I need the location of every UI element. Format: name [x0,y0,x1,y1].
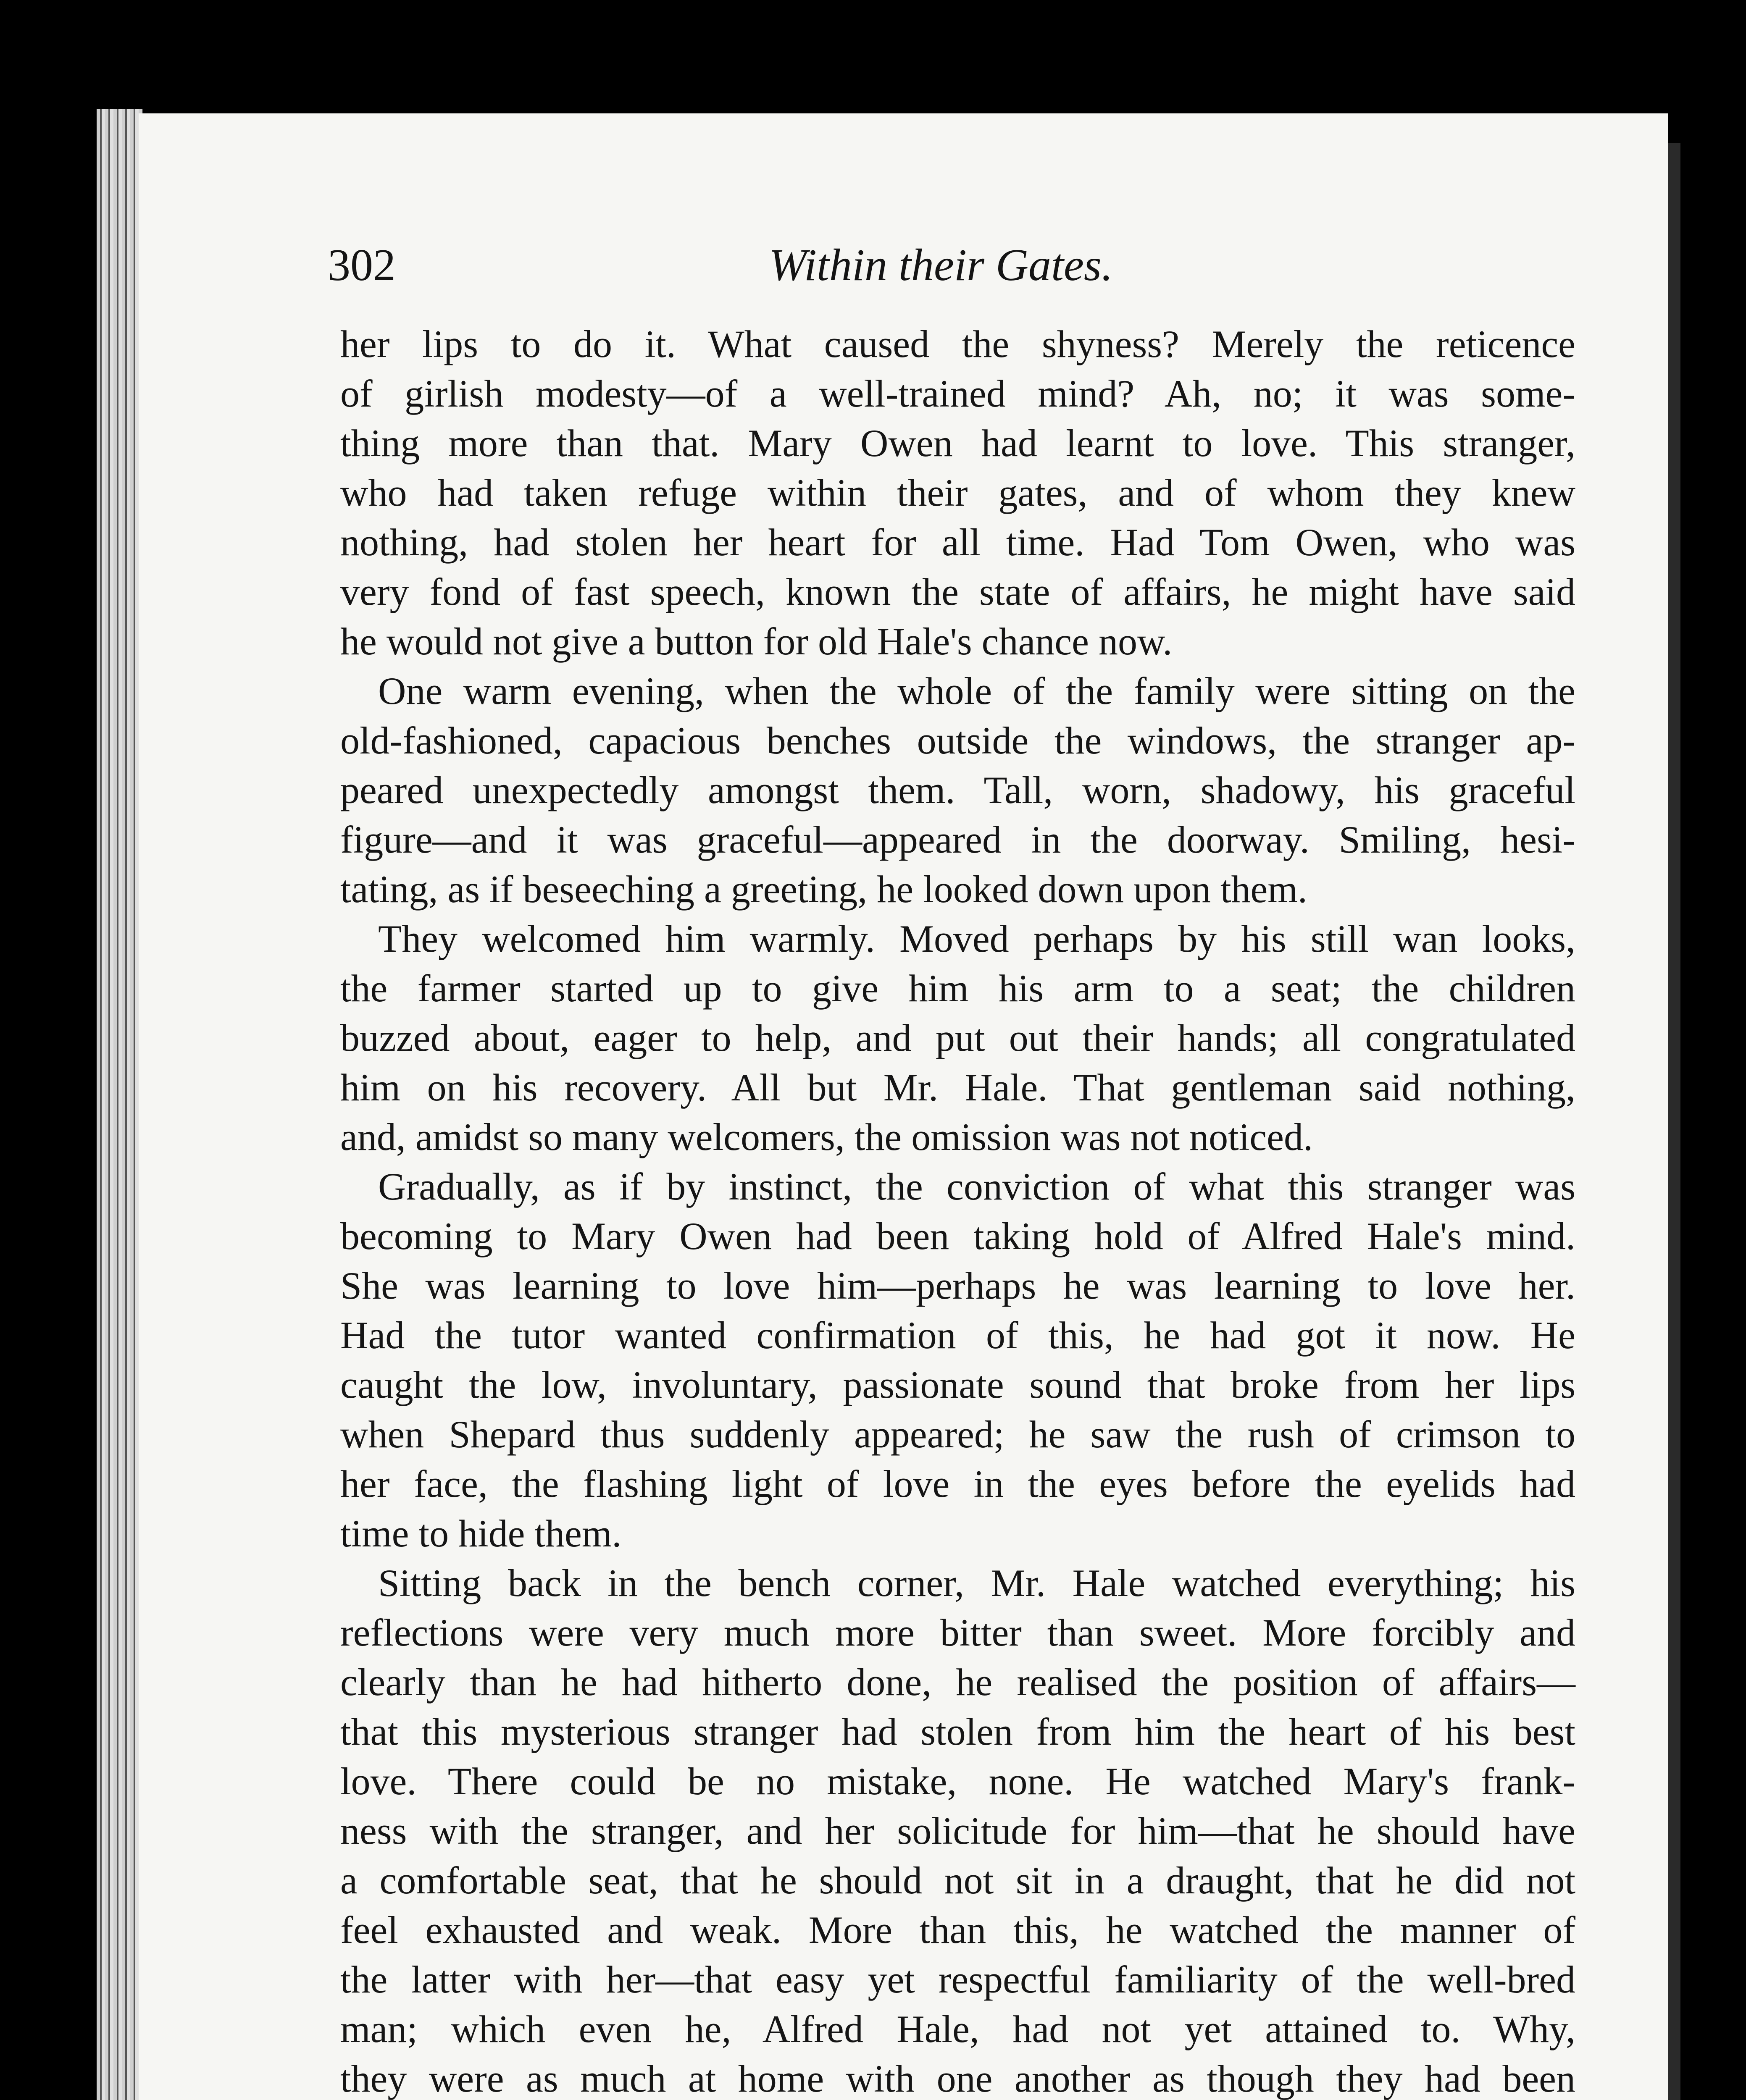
text-line: when Shepard thus suddenly appeared; he saw the rush of crimson to [340,1413,1575,1456]
text-line: him on his recovery. All but Mr. Hale. That gentleman said nothing, [340,1066,1575,1109]
text-line: clearly than he had hitherto done, he realised the position of affairs— [340,1661,1575,1704]
text-line: her face, the flashing light of love in the eyes before the eyelids had [340,1462,1575,1505]
paragraph [340,914,1575,1162]
text-line: peared unexpectedly amongst them. Tall, worn, shadowy, his graceful [340,769,1575,811]
text-line: that this mysterious stranger had stolen from him the heart of his best [340,1710,1575,1753]
text-line: reflections were very much more bitter than sweet. More forcibly and [340,1611,1575,1654]
text-line: love. There could be no mistake, none. He watched Mary's frank- [340,1760,1575,1803]
text-line: very fond of fast speech, known the state of affairs, he might have said [340,570,1575,613]
text-line: her lips to do it. What caused the shyness? Merely the reticence [340,323,1575,365]
text-line: Gradually, as if by instinct, the conviction of what this stranger was [378,1165,1575,1208]
paragraph [340,1558,1575,2100]
paragraph [340,666,1575,914]
text-line: becoming to Mary Owen had been taking hold of Alfred Hale's mind. [340,1215,1575,1257]
text-line: She was learning to love him—perhaps he was learning to love her. [340,1264,1575,1307]
text-line: they were as much at home with one another as though they had been [340,2057,1575,2100]
text-line: One warm evening, when the whole of the family were sitting on the [378,669,1575,712]
text-line: feel exhausted and weak. More than this, he watched the manner of [340,1908,1575,1951]
text-line: he would not give a button for old Hale's chance now. [340,620,1173,663]
text-line: caught the low, involuntary, passionate sound that broke from her lips [340,1363,1575,1406]
text-line: who had taken refuge within their gates, and of whom they knew [340,471,1575,514]
text-line: nothing, had stolen her heart for all time. Had Tom Owen, who was [340,521,1575,564]
text-line: buzzed about, eager to help, and put out their hands; all congratulated [340,1016,1575,1059]
text-line: Sitting back in the bench corner, Mr. Hale watched everything; his [378,1562,1575,1604]
text-line: the latter with her—that easy yet respectful familiarity of the well-bred [340,1958,1575,2001]
text-line: thing more than that. Mary Owen had learnt to love. This stranger, [340,422,1575,465]
text-line: man; which even he, Alfred Hale, had not yet attained to. Why, [340,2008,1575,2050]
page-number: 302 [328,240,396,290]
text-line: figure—and it was graceful—appeared in the doorway. Smiling, hesi- [340,818,1575,861]
facing-page-fragments [1727,2016,1746,2100]
facing-page-edge [1668,143,1680,2100]
text-line: time to hide them. [340,1512,622,1555]
text-line: old-fashioned, capacious benches outside the windows, the stranger ap- [340,719,1575,762]
text-line: tating, as if beseeching a greeting, he looked down upon them. [340,868,1307,911]
body-text [340,319,1575,2100]
text-line: and, amidst so many welcomers, the omission was not noticed. [340,1116,1313,1158]
running-title: Within their Gates. [769,240,1113,290]
paragraph [340,1162,1575,1558]
text-line: Had the tutor wanted confirmation of this, he had got it now. He [340,1314,1575,1357]
book-binding-edge [97,109,143,2100]
text-line: a comfortable seat, that he should not sit in a draught, that he did not [340,1859,1575,1902]
running-head [328,239,1580,290]
text-line: the farmer started up to give him his arm to a seat; the children [340,967,1575,1010]
text-line: of girlish modesty—of a well-trained mind? Ah, no; it was some- [340,372,1575,415]
text-line: ness with the stranger, and her solicitude for him—that he should have [340,1809,1575,1852]
text-line: They welcomed him warmly. Moved perhaps by his still wan looks, [378,917,1575,960]
paragraph [340,319,1575,666]
